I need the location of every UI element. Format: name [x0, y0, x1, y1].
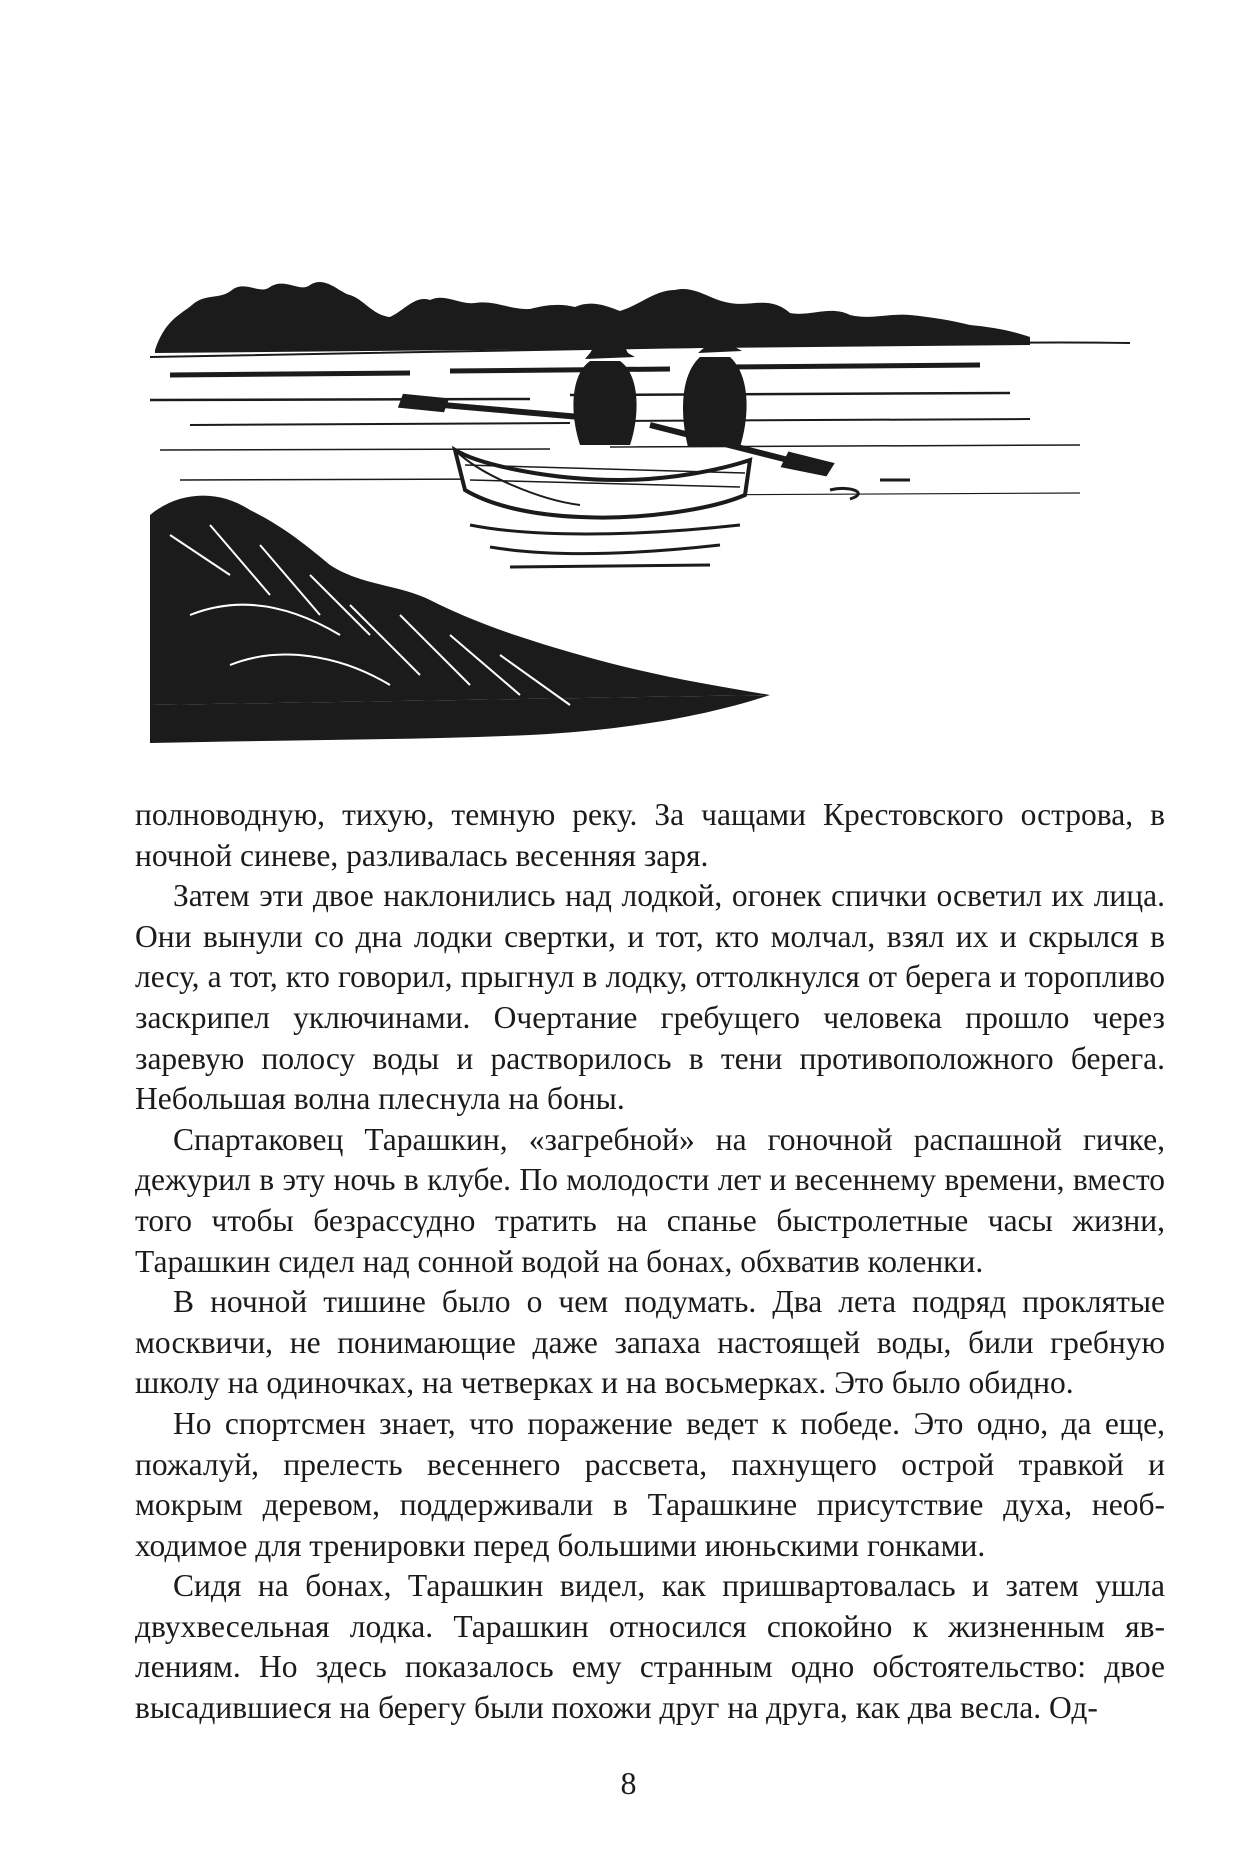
paragraph-6: Сидя на бонах, Тарашкин видел, как пришвартовалась и затем ушла двухвесельная лодка. Тарашкин относился спокойно к жизненным явлениям. Но здесь показалось ему странным одно обстоятельство: двое высадившиеся на берегу были похожи друг на друга, как два весла. Од-	[135, 1568, 1165, 1726]
treeline	[155, 282, 1030, 353]
body-text	[135, 795, 1165, 1729]
boat	[455, 450, 750, 518]
paragraph-5: Но спортсмен знает, что поражение ведет к победе. Это одно, да еще, пожалуй, прелесть весеннего рассвета, пахнущего острой травкой и мокрым деревом, поддерживали в Тарашкине присутствие духа, необходимое для тренировки перед большими июньскими гонками.	[135, 1405, 1165, 1563]
paragraph-4: В ночной тишине было о чем подумать. Два лета подряд проклятые москвичи, не понимающие даже запаха настоящей воды, били гребную школу на одиночках, на четверках и на восьмерках. Это было обидно.	[135, 1284, 1165, 1401]
paragraph-1: полноводную, тихую, темную реку. За чащами Крестовского острова, в ночной синеве, разливалась весенняя заря.	[135, 797, 1165, 873]
paragraph-3: Спартаковец Тарашкин, «загребной» на гоночной распашной гичке, дежурил в эту ночь в клубе. По молодости лет и весеннему времени, вместо того чтобы безрассудно тратить на спанье быстролетные часы жизни, Тарашкин сидел над сонной водой на бонах, обхватив коленки.	[135, 1121, 1165, 1279]
riverbank	[150, 496, 770, 743]
river-boat-illustration	[150, 275, 1140, 750]
page-number: 8	[620, 1765, 637, 1801]
paragraph-2: Затем эти двое наклонились над лодкой, огонек спички осветил их лица. Они вынули со дна лодки свертки, и тот, кто молчал, взял их и скрылся в лесу, а тот, кто говорил, прыгнул в лодку, оттолкнулся от берега и торопливо заскрипел уключинами. Очертание гребущего человека прошло через заревую полосу воды и растворилось в тени противоположного берега. Небольшая волна плеснула на боны.	[135, 878, 1165, 1117]
